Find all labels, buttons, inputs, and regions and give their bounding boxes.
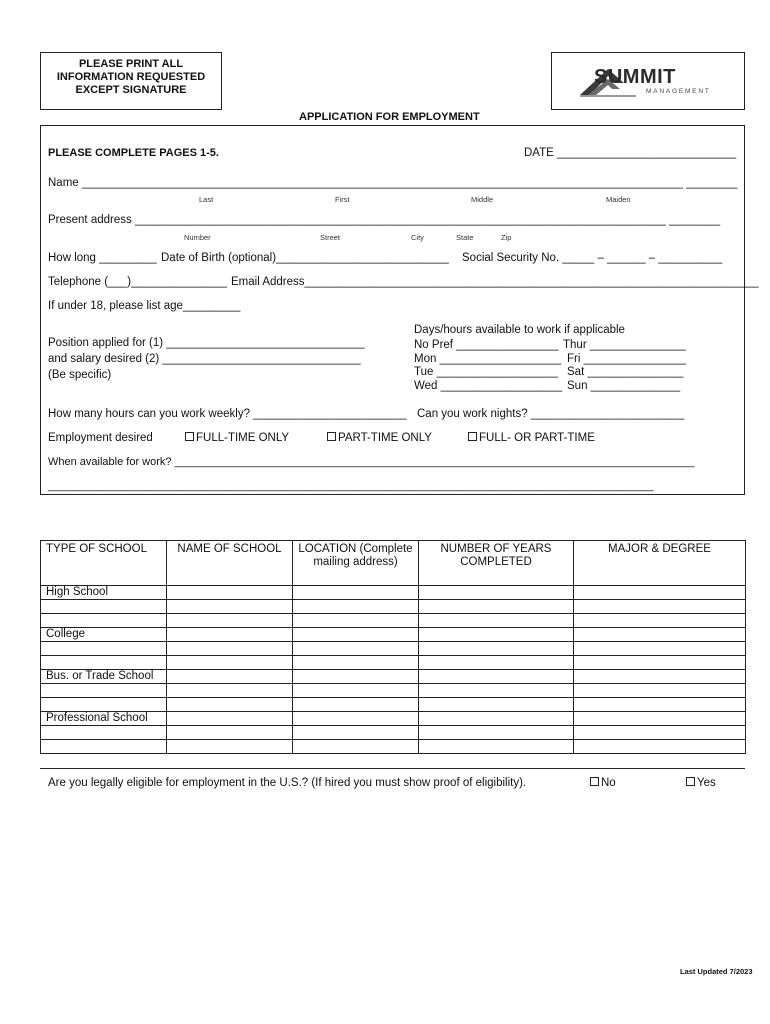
full-time-option[interactable] bbox=[185, 432, 289, 444]
day-thur[interactable]: Thur _______________ bbox=[563, 339, 686, 351]
table-row bbox=[41, 712, 746, 726]
address-sub-street: Street bbox=[320, 233, 341, 242]
table-cell[interactable] bbox=[167, 656, 293, 670]
full-or-part-label: FULL- OR PART-TIME bbox=[479, 432, 595, 444]
full-or-part-option[interactable] bbox=[468, 432, 595, 444]
table-row bbox=[41, 586, 746, 600]
table-cell[interactable] bbox=[293, 684, 419, 698]
eligibility-no-checkbox[interactable] bbox=[590, 777, 599, 786]
education-header-row bbox=[41, 541, 746, 586]
address-sub-state: State bbox=[456, 233, 474, 242]
school-type-cell bbox=[41, 740, 167, 754]
table-cell[interactable] bbox=[167, 670, 293, 684]
table-cell[interactable] bbox=[167, 740, 293, 754]
table-cell[interactable] bbox=[419, 684, 574, 698]
email-field[interactable]: Email Address_______________________________________________________________________ bbox=[231, 276, 759, 288]
table-cell[interactable] bbox=[419, 628, 574, 642]
available-field[interactable]: When available for work? _____________________________________________________________________________________ bbox=[48, 456, 695, 468]
day-sun[interactable]: Sun ______________ bbox=[567, 380, 681, 392]
instructions: PLEASE COMPLETE PAGES 1-5. bbox=[48, 147, 219, 159]
education-table bbox=[40, 540, 746, 754]
table-cell[interactable] bbox=[293, 726, 419, 740]
table-cell[interactable] bbox=[293, 670, 419, 684]
table-cell[interactable] bbox=[293, 586, 419, 600]
notice-line-2: INFORMATION REQUESTED bbox=[56, 71, 206, 83]
table-cell[interactable] bbox=[574, 656, 746, 670]
part-time-checkbox[interactable] bbox=[327, 432, 336, 441]
name-sub-last: Last bbox=[199, 195, 214, 204]
ssn-field[interactable]: Social Security No. _____ – ______ – __________ bbox=[462, 252, 723, 264]
telephone-field[interactable]: Telephone (___)_______________ bbox=[48, 276, 228, 288]
table-cell[interactable] bbox=[167, 712, 293, 726]
table-cell[interactable] bbox=[167, 628, 293, 642]
table-cell[interactable] bbox=[574, 614, 746, 628]
hours-weekly-field[interactable]: How many hours can you work weekly? ________________________ bbox=[48, 408, 407, 420]
table-row bbox=[41, 614, 746, 628]
table-cell[interactable] bbox=[419, 614, 574, 628]
table-cell[interactable] bbox=[574, 586, 746, 600]
company-logo bbox=[551, 52, 745, 110]
table-cell[interactable] bbox=[574, 684, 746, 698]
table-row bbox=[41, 656, 746, 670]
how-long-field[interactable]: How long _________ bbox=[48, 252, 157, 264]
school-type-cell bbox=[41, 656, 167, 670]
day-no-pref[interactable]: No Pref ________________ bbox=[414, 339, 559, 351]
day-sat[interactable]: Sat _______________ bbox=[567, 366, 684, 378]
table-cell[interactable] bbox=[419, 726, 574, 740]
be-specific-note: (Be specific) bbox=[48, 369, 112, 381]
name-field[interactable]: Name ______________________________________________________________________________________________ ________ bbox=[48, 177, 738, 189]
table-cell[interactable] bbox=[167, 586, 293, 600]
table-cell[interactable] bbox=[293, 656, 419, 670]
school-type-cell bbox=[41, 726, 167, 740]
table-cell[interactable] bbox=[167, 600, 293, 614]
name-sub-maiden: Maiden bbox=[606, 195, 631, 204]
table-cell[interactable] bbox=[167, 642, 293, 656]
table-cell[interactable] bbox=[167, 614, 293, 628]
table-cell[interactable] bbox=[293, 600, 419, 614]
full-time-checkbox[interactable] bbox=[185, 432, 194, 441]
notice-line-1: PLEASE PRINT ALL bbox=[78, 58, 184, 70]
table-cell[interactable] bbox=[419, 600, 574, 614]
school-type-cell: Professional School bbox=[41, 712, 167, 726]
position-1-field[interactable]: Position applied for (1) _______________________________ bbox=[48, 337, 365, 349]
date-field[interactable]: DATE ____________________________ bbox=[524, 147, 737, 159]
table-row bbox=[41, 684, 746, 698]
school-type-cell: College bbox=[41, 628, 167, 642]
eligibility-no-option[interactable] bbox=[590, 777, 616, 789]
table-cell[interactable] bbox=[419, 642, 574, 656]
eligibility-question: Are you legally eligible for employment in the U.S.? (If hired you must show proof of eligibility). bbox=[48, 777, 527, 789]
table-row bbox=[41, 698, 746, 712]
table-cell[interactable] bbox=[293, 642, 419, 656]
table-cell[interactable] bbox=[574, 726, 746, 740]
eligibility-no-label: No bbox=[601, 777, 616, 789]
table-cell[interactable] bbox=[293, 614, 419, 628]
table-cell[interactable] bbox=[574, 712, 746, 726]
header-years-completed: NUMBER OF YEARS COMPLETED bbox=[419, 541, 574, 586]
table-row bbox=[41, 670, 746, 684]
table-cell[interactable] bbox=[419, 712, 574, 726]
table-row bbox=[41, 642, 746, 656]
table-cell[interactable] bbox=[167, 684, 293, 698]
school-type-cell: Bus. or Trade School bbox=[41, 670, 167, 684]
name-sub-middle: Middle bbox=[471, 195, 494, 204]
table-cell[interactable] bbox=[419, 698, 574, 712]
school-type-cell bbox=[41, 600, 167, 614]
part-time-label: PART-TIME ONLY bbox=[338, 432, 432, 444]
table-cell[interactable] bbox=[574, 642, 746, 656]
print-notice bbox=[40, 52, 222, 110]
table-cell[interactable] bbox=[574, 628, 746, 642]
extra-blank-line[interactable]: ___________________________________________________________________________________________________ bbox=[48, 480, 654, 492]
table-cell[interactable] bbox=[574, 670, 746, 684]
table-row bbox=[41, 600, 746, 614]
header-major-degree: MAJOR & DEGREE bbox=[574, 541, 746, 586]
eligibility-yes-label: Yes bbox=[697, 777, 716, 789]
day-mon[interactable]: Mon ___________________ bbox=[414, 353, 562, 365]
table-row bbox=[41, 726, 746, 740]
day-wed[interactable]: Wed ___________________ bbox=[414, 380, 563, 392]
table-cell[interactable] bbox=[574, 698, 746, 712]
table-row bbox=[41, 740, 746, 754]
table-cell[interactable] bbox=[293, 698, 419, 712]
address-sub-zip: Zip bbox=[501, 233, 512, 242]
table-cell[interactable] bbox=[419, 740, 574, 754]
table-cell[interactable] bbox=[293, 628, 419, 642]
under-18-field[interactable]: If under 18, please list age_________ bbox=[48, 300, 241, 312]
address-sub-city: City bbox=[411, 233, 424, 242]
table-cell[interactable] bbox=[167, 698, 293, 712]
day-tue[interactable]: Tue ___________________ bbox=[414, 366, 559, 378]
school-type-cell bbox=[41, 698, 167, 712]
notice-line-3: EXCEPT SIGNATURE bbox=[75, 84, 187, 96]
dob-field[interactable]: Date of Birth (optional)___________________________ bbox=[161, 252, 449, 264]
divider bbox=[40, 768, 745, 769]
table-cell[interactable] bbox=[419, 586, 574, 600]
page-title: APPLICATION FOR EMPLOYMENT bbox=[299, 111, 480, 123]
table-row bbox=[41, 628, 746, 642]
table-cell[interactable] bbox=[574, 740, 746, 754]
days-heading: Days/hours available to work if applicable bbox=[414, 324, 625, 336]
address-sub-number: Number bbox=[184, 233, 211, 242]
eligibility-yes-checkbox[interactable] bbox=[686, 777, 695, 786]
table-cell[interactable] bbox=[419, 656, 574, 670]
table-cell[interactable] bbox=[419, 670, 574, 684]
school-type-cell bbox=[41, 614, 167, 628]
name-sub-first: First bbox=[335, 195, 350, 204]
school-type-cell: High School bbox=[41, 586, 167, 600]
table-cell[interactable] bbox=[293, 740, 419, 754]
nights-field[interactable]: Can you work nights? ________________________ bbox=[417, 408, 685, 420]
logo-subtitle: MANAGEMENT bbox=[646, 88, 711, 95]
logo-wordmark: SUMMIT bbox=[594, 66, 676, 88]
table-cell[interactable] bbox=[293, 712, 419, 726]
table-cell[interactable] bbox=[574, 600, 746, 614]
position-2-field[interactable]: and salary desired (2) _______________________________ bbox=[48, 353, 361, 365]
header-location: LOCATION (Complete mailing address) bbox=[293, 541, 419, 586]
employment-desired-label: Employment desired bbox=[48, 432, 153, 444]
school-type-cell bbox=[41, 684, 167, 698]
full-time-label: FULL-TIME ONLY bbox=[196, 432, 290, 444]
address-field[interactable]: Present address ___________________________________________________________________________________ ________ bbox=[48, 214, 721, 226]
table-cell[interactable] bbox=[167, 726, 293, 740]
header-type-of-school: TYPE OF SCHOOL bbox=[41, 541, 167, 586]
header-name-of-school: NAME OF SCHOOL bbox=[167, 541, 293, 586]
day-fri[interactable]: Fri ________________ bbox=[567, 353, 686, 365]
full-or-part-checkbox[interactable] bbox=[468, 432, 477, 441]
part-time-option[interactable] bbox=[327, 432, 432, 444]
last-updated: Last Updated 7/2023 bbox=[680, 967, 753, 976]
school-type-cell bbox=[41, 642, 167, 656]
eligibility-yes-option[interactable] bbox=[686, 777, 716, 789]
